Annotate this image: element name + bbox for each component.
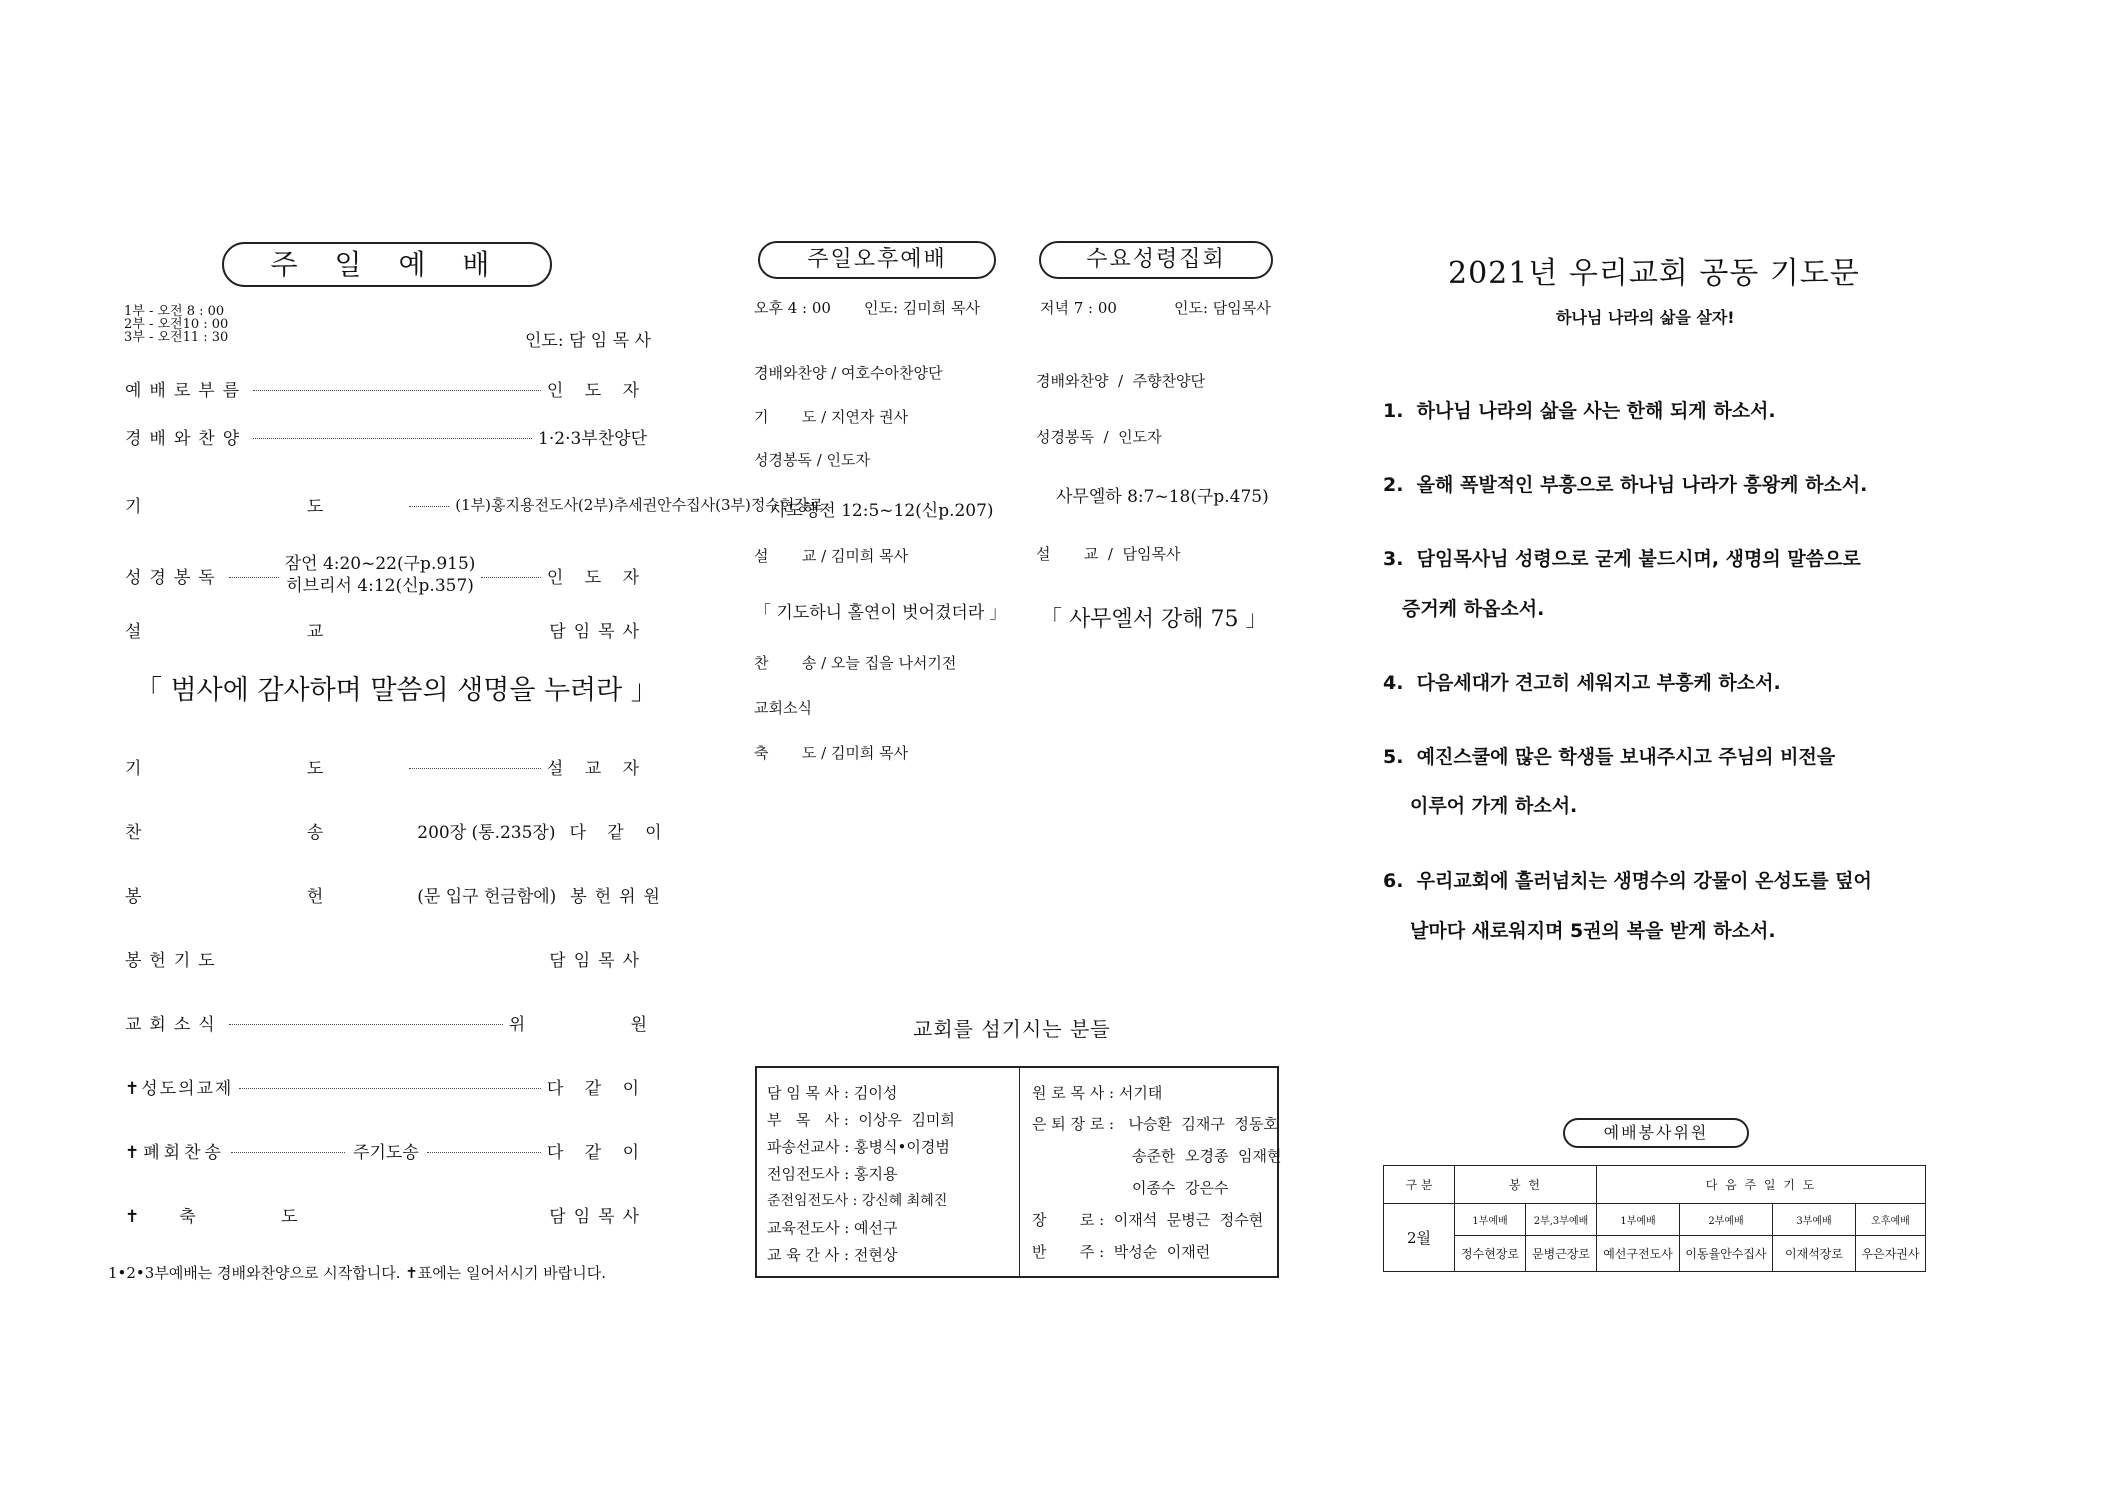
time-3: 3부 - 오전11 : 30 bbox=[124, 330, 229, 345]
row-end: 다 같 이 bbox=[546, 1142, 647, 1163]
afternoon-title: 주일오후예배 bbox=[758, 241, 996, 279]
sub-header: 1부예배 bbox=[1455, 1204, 1526, 1236]
sunday-leader: 인도: 담 임 목 사 bbox=[525, 331, 651, 351]
name-cell: 우은자권사 bbox=[1856, 1236, 1926, 1272]
row-end: 다 같 이 bbox=[546, 1078, 647, 1099]
name-cell: 이동율안수집사 bbox=[1680, 1236, 1773, 1272]
header-bongheon: 봉 헌 bbox=[1455, 1166, 1597, 1204]
row-end: 담임목사 bbox=[549, 1206, 647, 1227]
prayer-item: 1. 하나님 나라의 삶을 사는 한해 되게 하소서. bbox=[1383, 400, 1776, 422]
row-label: ✝축 도 bbox=[125, 1206, 338, 1227]
order-row bbox=[125, 879, 668, 909]
row-label: 기 도 bbox=[125, 496, 404, 517]
prayer-subtitle: 하나님 나라의 삶을 살자! bbox=[1556, 308, 1735, 327]
staff-left-item: 교육전도사 : 예선구 bbox=[767, 1219, 898, 1237]
name-cell: 정수현장로 bbox=[1455, 1236, 1526, 1272]
order-row bbox=[125, 1135, 647, 1165]
sermon-row bbox=[125, 614, 647, 644]
row-end: 다 같 이 bbox=[569, 822, 670, 843]
sub-header: 1부예배 bbox=[1597, 1204, 1680, 1236]
scripture-1: 잠언 4:20~22(구p.915) bbox=[284, 554, 476, 574]
row-label: 봉헌기도 bbox=[125, 950, 223, 971]
sub-header: 2부예배 bbox=[1680, 1204, 1773, 1236]
sub-header: 3부예배 bbox=[1773, 1204, 1856, 1236]
staff-left-item: 부 목 사 : 이상우 김미희 bbox=[767, 1111, 955, 1129]
time-2: 2부 - 오전10 : 00 bbox=[124, 317, 229, 332]
staff-right-item: 장 로 : 이재석 문병근 정수현 bbox=[1032, 1211, 1264, 1229]
row-end: 봉헌위원 bbox=[570, 886, 668, 907]
row-mid: 주기도송 bbox=[353, 1142, 419, 1163]
time-1: 1부 - 오전 8 : 00 bbox=[124, 304, 225, 319]
row-end: 위 원 bbox=[508, 1014, 697, 1035]
afternoon-item: 사도행전 12:5~12(신p.207) bbox=[770, 501, 994, 521]
prayer-item: 이루어 가게 하소서. bbox=[1410, 795, 1578, 817]
staff-right-item: 반 주 : 박성순 이재런 bbox=[1032, 1243, 1211, 1261]
name-cell: 이재석장로 bbox=[1773, 1236, 1856, 1272]
wednesday-leader: 인도: 담임목사 bbox=[1174, 299, 1271, 317]
order-row bbox=[125, 373, 647, 403]
afternoon-item: 교회소식 bbox=[754, 699, 812, 717]
sermon-title: 「 범사에 감사하며 말씀의 생명을 누려라 」 bbox=[135, 675, 658, 706]
order-row bbox=[125, 489, 824, 519]
row-label: 예배로부름 bbox=[125, 380, 248, 401]
row-end: (1부)홍지용전도사(2부)추세권안수집사(3부)정수현장로 bbox=[455, 495, 824, 514]
order-row bbox=[125, 815, 670, 845]
staff-left-item: 교 육 간 사 : 전현상 bbox=[767, 1246, 898, 1264]
month-cell: 2월 bbox=[1384, 1204, 1455, 1272]
wednesday-item: 성경봉독 / 인도자 bbox=[1036, 428, 1162, 446]
header-gubun: 구 분 bbox=[1384, 1166, 1455, 1204]
name-cell: 예선구전도사 bbox=[1597, 1236, 1680, 1272]
row-label: 봉 헌 bbox=[125, 886, 404, 907]
afternoon-item: 기 도 / 지연자 권사 bbox=[754, 408, 909, 426]
prayer-title: 2021년 우리교회 공동 기도문 bbox=[1448, 256, 1860, 291]
sub-header: 오후예배 bbox=[1856, 1204, 1926, 1236]
staff-left-item: 담 임 목 사 : 김이성 bbox=[767, 1084, 898, 1102]
order-row bbox=[125, 421, 647, 451]
service-committee-table bbox=[1383, 1165, 1926, 1272]
prayer-item: 4. 다음세대가 견고히 세워지고 부흥케 하소서. bbox=[1383, 672, 1781, 694]
row-mid: 200장 (통.235장) bbox=[417, 822, 556, 843]
row-end: 설 교 자 bbox=[546, 758, 647, 779]
afternoon-item: 「 기도하니 홀연이 벗어겼더라 」 bbox=[754, 603, 1007, 623]
row-end: 담임목사 bbox=[549, 621, 647, 642]
afternoon-item: 축 도 / 김미희 목사 bbox=[754, 744, 909, 762]
staff-divider bbox=[1019, 1068, 1020, 1276]
row-label: 설 교 bbox=[125, 621, 404, 642]
name-cell: 문병근장로 bbox=[1526, 1236, 1597, 1272]
staff-left-item: 준전임전도사 : 강신혜 최혜진 bbox=[767, 1193, 948, 1209]
row-end: 담임목사 bbox=[549, 950, 647, 971]
staff-left-item: 파송선교사 : 홍병식•이경범 bbox=[767, 1138, 950, 1156]
row-label: ✝성도의교제 bbox=[125, 1078, 234, 1099]
wednesday-item: 경배와찬양 / 주향찬양단 bbox=[1036, 372, 1206, 390]
scripture-row bbox=[125, 555, 647, 595]
staff-right-item: 은 퇴 장 로 : 나승환 김재구 정동호 bbox=[1032, 1115, 1278, 1133]
footnote: 1•2•3부예배는 경배와찬양으로 시작합니다. ✝표에는 일어서시기 바랍니다. bbox=[108, 1264, 606, 1282]
afternoon-time: 오후 4 : 00 bbox=[754, 299, 831, 317]
row-label: 기 도 bbox=[125, 758, 404, 779]
staff-box bbox=[755, 1066, 1282, 1278]
order-row bbox=[125, 943, 647, 973]
row-end: 1·2·3부찬양단 bbox=[538, 428, 647, 449]
staff-right-item: 원 로 목 사 : 서기태 bbox=[1032, 1084, 1163, 1102]
row-label: 찬 송 bbox=[125, 822, 404, 843]
scripture-refs bbox=[285, 553, 476, 597]
prayer-item: 3. 담임목사님 성령으로 굳게 붙드시며, 생명의 말씀으로 bbox=[1383, 548, 1861, 570]
afternoon-item: 찬 송 / 오늘 집을 나서기전 bbox=[754, 654, 957, 672]
staff-right-item: 송준한 오경종 임재현 bbox=[1132, 1147, 1282, 1165]
row-label: 성경봉독 bbox=[125, 567, 223, 588]
staff-left-item: 전임전도사 : 홍지용 bbox=[767, 1165, 898, 1183]
order-row bbox=[125, 1199, 647, 1229]
order-row bbox=[125, 1071, 647, 1101]
prayer-item: 날마다 새로워지며 5권의 복을 받게 하소서. bbox=[1410, 920, 1776, 942]
row-label: 교회소식 bbox=[125, 1014, 223, 1035]
row-end: 인 도 자 bbox=[546, 380, 647, 401]
wednesday-time: 저녁 7 : 00 bbox=[1040, 299, 1117, 317]
sub-header: 2부,3부예배 bbox=[1526, 1204, 1597, 1236]
prayer-item: 증거케 하옵소서. bbox=[1402, 598, 1545, 620]
staff-heading: 교회를 섬기시는 분들 bbox=[913, 1017, 1111, 1041]
afternoon-item: 경배와찬양 / 여호수아찬양단 bbox=[754, 364, 943, 382]
sunday-title: 주 일 예 배 bbox=[222, 242, 552, 287]
wednesday-item: 사무엘하 8:7~18(구p.475) bbox=[1056, 487, 1269, 507]
order-row bbox=[125, 751, 647, 781]
header-next-prayer: 다 음 주 일 기 도 bbox=[1597, 1166, 1926, 1204]
prayer-item: 6. 우리교회에 흘러넘치는 생명수의 강물이 온성도를 덮어 bbox=[1383, 870, 1872, 892]
row-mid: (문 입구 헌금함에) bbox=[417, 886, 557, 907]
prayer-item: 2. 올해 폭발적인 부흥으로 하나님 나라가 흥왕케 하소서. bbox=[1383, 474, 1868, 496]
afternoon-item: 성경봉독 / 인도자 bbox=[754, 451, 871, 469]
afternoon-leader: 인도: 김미희 목사 bbox=[864, 299, 981, 317]
service-committee-title: 예배봉사위원 bbox=[1563, 1118, 1749, 1148]
wednesday-title: 수요성령집회 bbox=[1039, 241, 1273, 279]
wednesday-item: 설 교 / 담임목사 bbox=[1036, 545, 1181, 563]
order-row bbox=[125, 1007, 697, 1037]
afternoon-item: 설 교 / 김미희 목사 bbox=[754, 547, 909, 565]
sunday-times bbox=[124, 305, 228, 344]
wednesday-item: 「 사무엘서 강해 75 」 bbox=[1040, 607, 1268, 632]
row-label: ✝폐회찬송 bbox=[125, 1142, 225, 1163]
row-label: 경배와찬양 bbox=[125, 428, 248, 449]
prayer-item: 5. 예진스쿨에 많은 학생들 보내주시고 주님의 비전을 bbox=[1383, 746, 1836, 768]
staff-right-item: 이종수 강은수 bbox=[1132, 1179, 1229, 1197]
scripture-2: 히브리서 4:12(신p.357) bbox=[286, 576, 474, 596]
row-end: 인 도 자 bbox=[546, 567, 647, 588]
